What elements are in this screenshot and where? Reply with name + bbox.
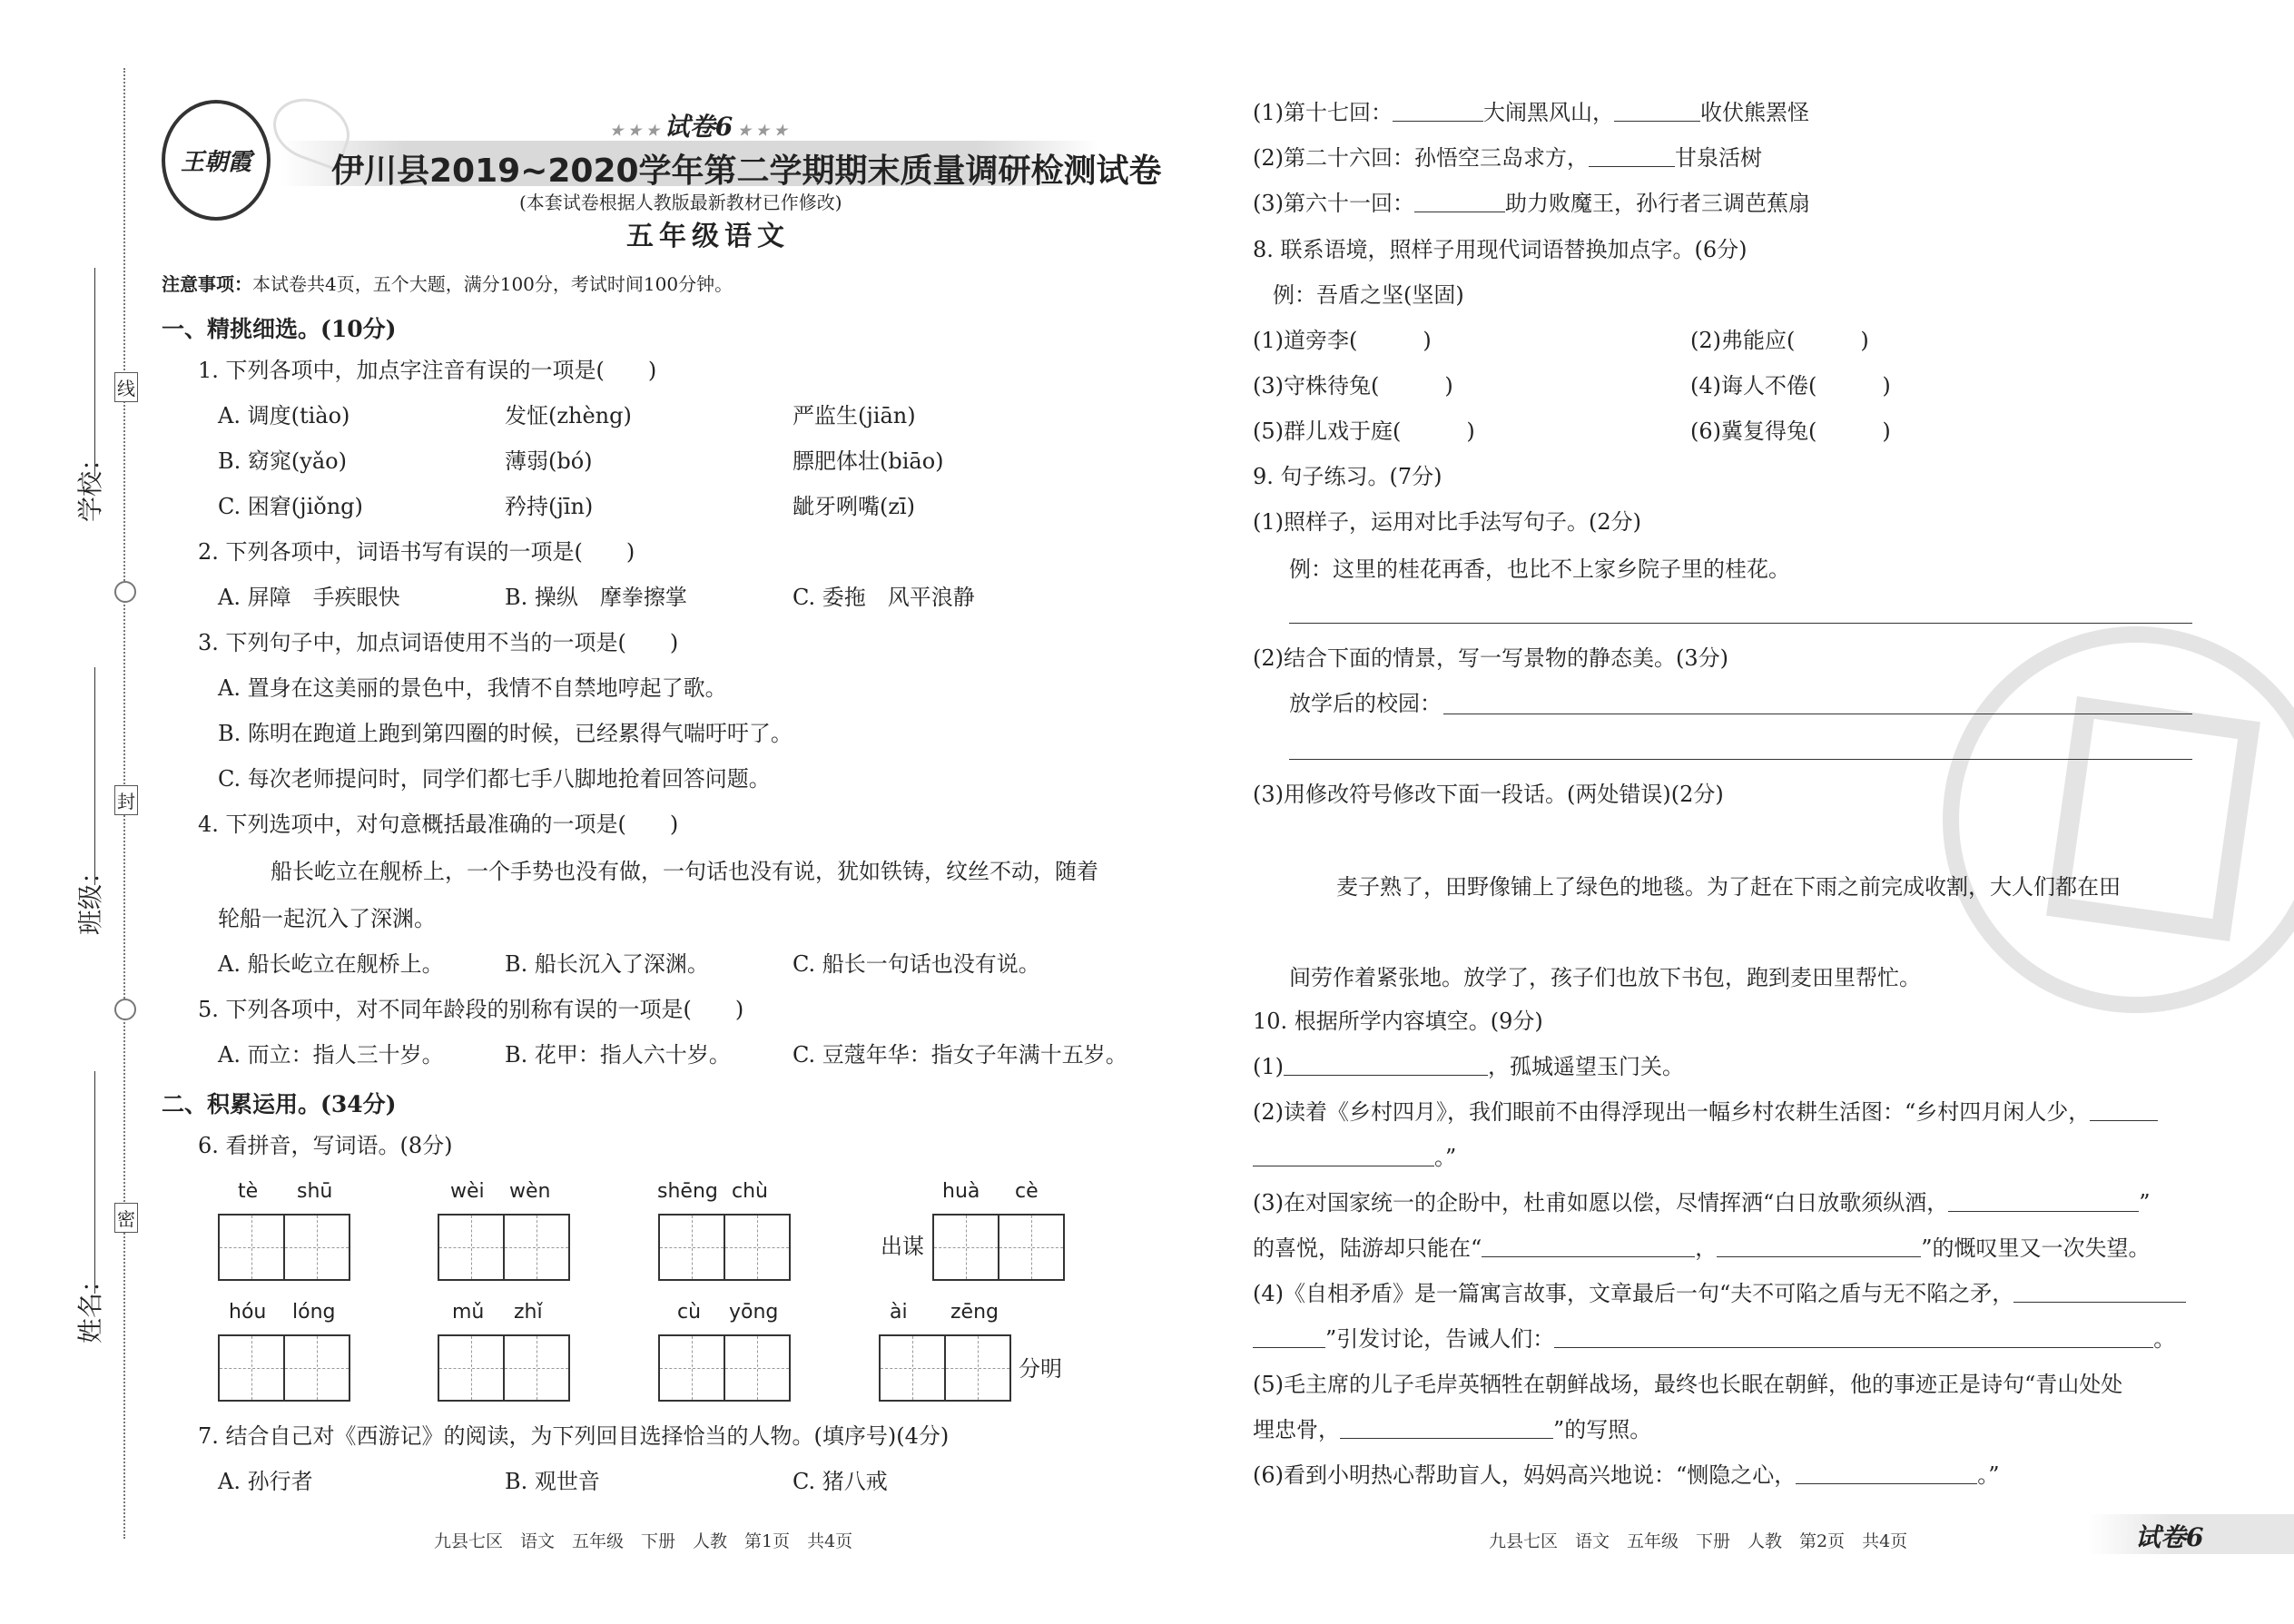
q4-passage: 船长屹立在舰桥上，一个手势也没有做，一句话也没有说，犹如铁铸，纹丝不动，随着 xyxy=(271,859,1098,884)
exam-title: 伊川县2019~2020学年第二学期期末质量调研检测试卷 xyxy=(331,153,1162,190)
q7-item-text: 大闹黑风山， xyxy=(1483,100,1614,125)
q1-option: 薄弱(bó) xyxy=(505,448,593,474)
q1-option: C. 困窘(jiǒng) xyxy=(218,494,363,519)
q7-item-text: (2)第二十六回：孙悟空三岛求方， xyxy=(1253,145,1589,171)
q10-2-end: 。” xyxy=(1434,1145,1457,1170)
answer-blank[interactable] xyxy=(2090,1120,2158,1121)
q10-4 xyxy=(1253,1280,2186,1307)
q8-item: (5)群儿戏于庭( ) xyxy=(1253,418,1475,444)
answer-blank[interactable] xyxy=(1284,1075,1488,1076)
q9-1-example: 例：这里的桂花再香，也比不上家乡院子里的桂花。 xyxy=(1289,556,1790,582)
pinyin: wèi xyxy=(450,1180,485,1203)
q10-6-text: (6)看到小明热心帮助盲人，妈妈高兴地说：“恻隐之心， xyxy=(1253,1462,1797,1488)
answer-line[interactable] xyxy=(1289,759,2192,760)
notice xyxy=(162,270,733,296)
answer-blank[interactable] xyxy=(1589,166,1675,167)
q2-option: B. 操纵 摩拳擦掌 xyxy=(505,585,687,610)
notice-label: 注意事项： xyxy=(162,273,252,295)
q4-option: C. 船长一句话也没有说。 xyxy=(793,951,1040,977)
answer-blank[interactable] xyxy=(1253,1347,1325,1348)
page-footer: 九县七区 语文 五年级 下册 人教 第2页 共4页 xyxy=(1489,1531,1908,1551)
q4-passage: 轮船一起沉入了深渊。 xyxy=(218,906,436,931)
q10-4-text: (4)《自相矛盾》是一篇寓言故事，文章最后一句“夫不可陷之盾与无不陷之矛， xyxy=(1253,1281,2014,1306)
writing-grid[interactable] xyxy=(218,1214,350,1281)
q9-1-stem: (1)照样子，运用对比手法写句子。(2分) xyxy=(1253,509,1641,535)
q10-4-text: ”引发讨论，告诫人们： xyxy=(1325,1326,1555,1352)
name-label: 姓名： xyxy=(75,1266,105,1343)
q8-item: (1)道旁李( ) xyxy=(1253,328,1432,353)
q2-option: C. 委拖 风平浪静 xyxy=(793,585,975,610)
q8-stem: 8. 联系语境，照样子用现代词语替换加点字。(6分) xyxy=(1253,237,1748,262)
watermark-seal-inner xyxy=(2046,696,2260,941)
q9-3-passage: 间劳作着紧张地。放学了，孩子们也放下书包，跑到麦田里帮忙。 xyxy=(1289,965,1921,990)
q10-6 xyxy=(1253,1462,2000,1489)
q1-option: 严监生(jiān) xyxy=(793,403,916,428)
q3-option: A. 置身在这美丽的景色中，我情不自禁地哼起了歌。 xyxy=(218,675,727,701)
q10-5-cont xyxy=(1253,1416,1651,1443)
q10-3-end: ”的慨叹里又一次失望。 xyxy=(1921,1235,2151,1261)
writing-grid[interactable] xyxy=(438,1214,570,1281)
q8-item: (3)守株待兔( ) xyxy=(1253,373,1453,399)
exam-subtitle: (本套试卷根据人教版最新教材已作修改) xyxy=(519,192,842,213)
q7-item-text: (1)第十七回： xyxy=(1253,100,1393,125)
pinyin: zhǐ xyxy=(514,1301,543,1324)
pinyin: lóng xyxy=(292,1301,336,1324)
answer-blank[interactable] xyxy=(1482,1256,1695,1257)
q10-2 xyxy=(1253,1098,2158,1126)
class-label: 班级： xyxy=(75,858,105,935)
q9-2-prompt: 放学后的校园： xyxy=(1289,691,1442,716)
seal-mark-mi: 密 xyxy=(114,1203,138,1233)
section-2-title: 二、积累运用。(34分) xyxy=(162,1091,397,1117)
q1-option: 龇牙咧嘴(zī) xyxy=(793,494,916,519)
q1-option: 矜持(jīn) xyxy=(505,494,594,519)
q10-1-num: (1) xyxy=(1253,1054,1284,1079)
q10-4-end: 。 xyxy=(2153,1326,2176,1352)
pinyin: yōng xyxy=(729,1301,779,1324)
q5-option: A. 而立：指人三十岁。 xyxy=(218,1042,444,1068)
series-text: 试卷6 xyxy=(664,112,733,142)
q10-3 xyxy=(1253,1189,2151,1216)
word-suffix: 分明 xyxy=(1019,1356,1062,1382)
knot-icon xyxy=(114,999,136,1020)
answer-blank[interactable] xyxy=(1554,1347,2153,1348)
publisher-logo xyxy=(162,100,271,221)
pinyin: chù xyxy=(732,1180,768,1203)
q9-3-passage: 麦子熟了，田野像铺上了绿色的地毯。为了赶在下雨之前完成收割，大人们都在田 xyxy=(1336,874,2121,900)
pinyin: ài xyxy=(890,1301,908,1324)
answer-line[interactable] xyxy=(1289,623,2192,624)
q7-option: B. 观世音 xyxy=(505,1469,600,1494)
writing-grid[interactable] xyxy=(658,1334,791,1402)
q10-5-text: 埋忠骨， xyxy=(1253,1417,1340,1442)
q7-item xyxy=(1253,99,1809,126)
q5-option: C. 豆蔻年华：指女子年满十五岁。 xyxy=(793,1042,1127,1068)
q10-2-text: (2)读着《乡村四月》，我们眼前不由得浮现出一幅乡村农耕生活图：“乡村四月闲人少， xyxy=(1253,1099,2091,1125)
q10-2-cont xyxy=(1253,1144,1456,1171)
school-field[interactable] xyxy=(94,268,95,477)
series-tag xyxy=(2088,1514,2294,1554)
series-label: ★ ★ ★ 试卷6 ★ ★ ★ xyxy=(610,112,787,142)
answer-blank[interactable] xyxy=(1393,121,1483,122)
q2-option: A. 屏障 手疾眼快 xyxy=(218,585,400,610)
knot-icon xyxy=(114,581,136,603)
q10-3-cont xyxy=(1253,1235,2151,1262)
grade-subject: 五年级语文 xyxy=(626,221,790,252)
q7-option: C. 猪八戒 xyxy=(793,1469,888,1494)
q2-stem: 2. 下列各项中，词语书写有误的一项是( ) xyxy=(198,539,635,565)
school-label: 学校： xyxy=(75,445,105,522)
q7-item-text: 助力败魔王，孙行者三调芭蕉扇 xyxy=(1505,191,1810,216)
q8-example: 例：吾盾之坚(坚固) xyxy=(1273,282,1464,308)
seal-mark-xian: 线 xyxy=(114,372,138,402)
q8-item: (4)诲人不倦( ) xyxy=(1690,373,1891,399)
q8-item: (6)冀复得兔( ) xyxy=(1690,418,1891,444)
q4-option: B. 船长沉入了深渊。 xyxy=(505,951,709,977)
q1-option: A. 调度(tiào) xyxy=(218,403,350,428)
q5-option: B. 花甲：指人六十岁。 xyxy=(505,1042,731,1068)
writing-grid[interactable] xyxy=(932,1214,1065,1281)
q3-option: C. 每次老师提问时，同学们都七手八脚地抢着回答问题。 xyxy=(218,766,771,792)
pinyin: mǔ xyxy=(452,1301,485,1324)
pinyin: zēng xyxy=(950,1301,999,1324)
q9-stem: 9. 句子练习。(7分) xyxy=(1253,464,1442,489)
q4-option: A. 船长屹立在舰桥上。 xyxy=(218,951,444,977)
writing-grid[interactable] xyxy=(438,1334,570,1402)
q10-6-end: 。” xyxy=(1977,1462,2000,1488)
writing-grid[interactable] xyxy=(658,1214,791,1281)
pinyin: wèn xyxy=(509,1180,551,1203)
answer-blank[interactable] xyxy=(1614,121,1700,122)
class-field[interactable] xyxy=(94,667,95,885)
q8-item: (2)弗能应( ) xyxy=(1690,328,1869,353)
q1-option: 膘肥体壮(biāo) xyxy=(793,448,944,474)
q10-3-text: 的喜悦，陆游却只能在“ xyxy=(1253,1235,1482,1261)
series-tag-text: 试卷6 xyxy=(2135,1522,2204,1552)
q9-2-stem: (2)结合下面的情景，写一写景物的静态美。(3分) xyxy=(1253,645,1728,671)
pinyin: huà xyxy=(942,1180,980,1203)
q7-item-text: 收伏熊罴怪 xyxy=(1700,100,1809,125)
pinyin: cè xyxy=(1015,1180,1039,1203)
word-prefix: 出谋 xyxy=(881,1234,924,1259)
q5-stem: 5. 下列各项中，对不同年龄段的别称有误的一项是( ) xyxy=(198,997,744,1022)
pinyin: shēng xyxy=(657,1180,718,1203)
q10-3-comma: ， xyxy=(1695,1235,1718,1261)
seal-mark-feng: 封 xyxy=(114,785,138,815)
q10-5-end: ”的写照。 xyxy=(1553,1417,1652,1442)
pinyin: cù xyxy=(677,1301,702,1324)
logo-text: 王朝霞 xyxy=(180,149,251,176)
answer-blank[interactable] xyxy=(2013,1302,2186,1303)
name-field[interactable] xyxy=(94,1071,95,1294)
q1-option: 发怔(zhèng) xyxy=(505,403,632,428)
q7-stem: 7. 结合自己对《西游记》的阅读，为下列回目选择恰当的人物。(填序号)(4分) xyxy=(198,1423,950,1449)
q7-item xyxy=(1253,144,1762,172)
answer-blank[interactable] xyxy=(1717,1256,1921,1257)
q7-item-text: 甘泉活树 xyxy=(1675,145,1762,171)
q10-stem: 10. 根据所学内容填空。(9分) xyxy=(1253,1009,1543,1034)
q10-3-text: (3)在对国家统一的企盼中，杜甫如愿以偿，尽情挥洒“白日放歌须纵酒， xyxy=(1253,1190,1949,1216)
q10-1-text: ，孤城遥望玉门关。 xyxy=(1488,1054,1684,1079)
page-footer: 九县七区 语文 五年级 下册 人教 第1页 共4页 xyxy=(434,1531,853,1551)
q6-stem: 6. 看拼音，写词语。(8分) xyxy=(198,1133,453,1158)
q4-stem: 4. 下列选项中，对句意概括最准确的一项是( ) xyxy=(198,812,679,837)
q10-1 xyxy=(1253,1053,1684,1080)
notice-text: 本试卷共4页，五个大题，满分100分，考试时间100分钟。 xyxy=(252,273,733,295)
section-1-title: 一、精挑细选。(10分) xyxy=(162,316,397,342)
writing-grid[interactable] xyxy=(218,1334,350,1402)
q3-stem: 3. 下列句子中，加点词语使用不当的一项是( ) xyxy=(198,630,679,655)
answer-blank[interactable] xyxy=(1340,1438,1553,1439)
q10-3-quote: ” xyxy=(2139,1190,2151,1216)
pinyin: hóu xyxy=(229,1301,267,1324)
q7-item-text: (3)第六十一回： xyxy=(1253,191,1414,216)
answer-blank[interactable] xyxy=(1948,1211,2139,1212)
pinyin: tè xyxy=(238,1180,259,1203)
q1-option: B. 窈窕(yǎo) xyxy=(218,448,347,474)
q3-option: B. 陈明在跑道上跑到第四圈的时候，已经累得气喘吁吁了。 xyxy=(218,721,793,746)
q7-option: A. 孙行者 xyxy=(218,1469,313,1494)
q10-5: (5)毛主席的儿子毛岸英牺牲在朝鲜战场，最终也长眠在朝鲜，他的事迹正是诗句“青山处处 xyxy=(1253,1372,2123,1397)
q10-4-cont xyxy=(1253,1325,2175,1353)
q7-item xyxy=(1253,190,1810,217)
q1-stem: 1. 下列各项中，加点字注音有误的一项是( ) xyxy=(198,358,657,383)
q9-3-stem: (3)用修改符号修改下面一段话。(两处错误)(2分) xyxy=(1253,782,1724,807)
pinyin: shū xyxy=(297,1180,333,1203)
writing-grid[interactable] xyxy=(879,1334,1011,1402)
answer-blank[interactable] xyxy=(1796,1483,1977,1484)
